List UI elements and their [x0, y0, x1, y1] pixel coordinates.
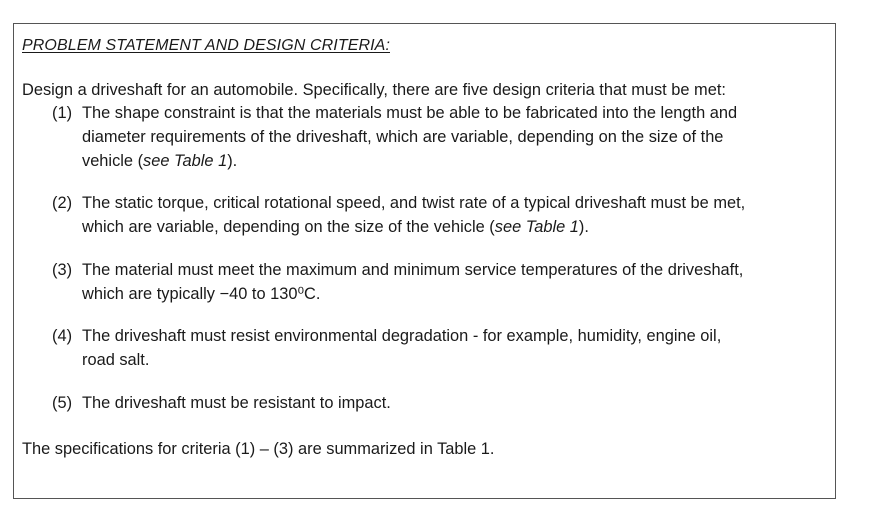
criterion-text-fragment: which are variable, depending on the size of the vehicle ( — [82, 218, 495, 236]
criterion-number: (2) — [52, 194, 73, 212]
criterion-3 — [52, 258, 832, 306]
criterion-line: The shape constraint is that the materials must be able to be fabricated into the length and — [82, 104, 738, 122]
intro-paragraph: Design a driveshaft for an automobile. Specifically, there are five design criteria that must be met: — [22, 81, 726, 99]
criterion-number: (3) — [52, 261, 73, 279]
criterion-text — [82, 258, 832, 306]
criterion-number: (4) — [52, 327, 73, 345]
criterion-line: The material must meet the maximum and minimum service temperatures of the driveshaft, — [82, 261, 744, 279]
summary-paragraph: The specifications for criteria (1) – (3) are summarized in Table 1. — [22, 440, 495, 458]
table-reference: see Table 1 — [143, 152, 228, 170]
criterion-text-fragment: ). — [227, 152, 238, 170]
criterion-line: The static torque, critical rotational speed, and twist rate of a typical driveshaft must be met, — [82, 194, 746, 212]
criterion-line: The driveshaft must resist environmental degradation - for example, humidity, engine oil, — [82, 327, 722, 345]
section-heading: PROBLEM STATEMENT AND DESIGN CRITERIA: — [22, 37, 390, 54]
criterion-line — [82, 215, 832, 239]
criterion-number: (5) — [52, 394, 73, 412]
criterion-text — [82, 391, 832, 415]
criterion-2 — [52, 191, 832, 239]
criterion-text-fragment: vehicle ( — [82, 152, 144, 170]
criterion-text — [82, 101, 832, 173]
criterion-line: which are typically −40 to 130⁰C. — [82, 285, 321, 303]
criterion-text — [82, 191, 832, 239]
criterion-line: road salt. — [82, 351, 150, 369]
table-reference: see Table 1 — [494, 218, 579, 236]
criterion-line — [82, 149, 832, 173]
criterion-text-fragment: ). — [578, 218, 589, 236]
criterion-1 — [52, 101, 832, 173]
criterion-5 — [52, 391, 832, 415]
criterion-4 — [52, 324, 832, 372]
criterion-line: diameter requirements of the driveshaft, which are variable, depending on the size of the — [82, 128, 724, 146]
criterion-text — [82, 324, 832, 372]
criterion-line: The driveshaft must be resistant to impact. — [82, 394, 391, 412]
criterion-number: (1) — [52, 104, 73, 122]
